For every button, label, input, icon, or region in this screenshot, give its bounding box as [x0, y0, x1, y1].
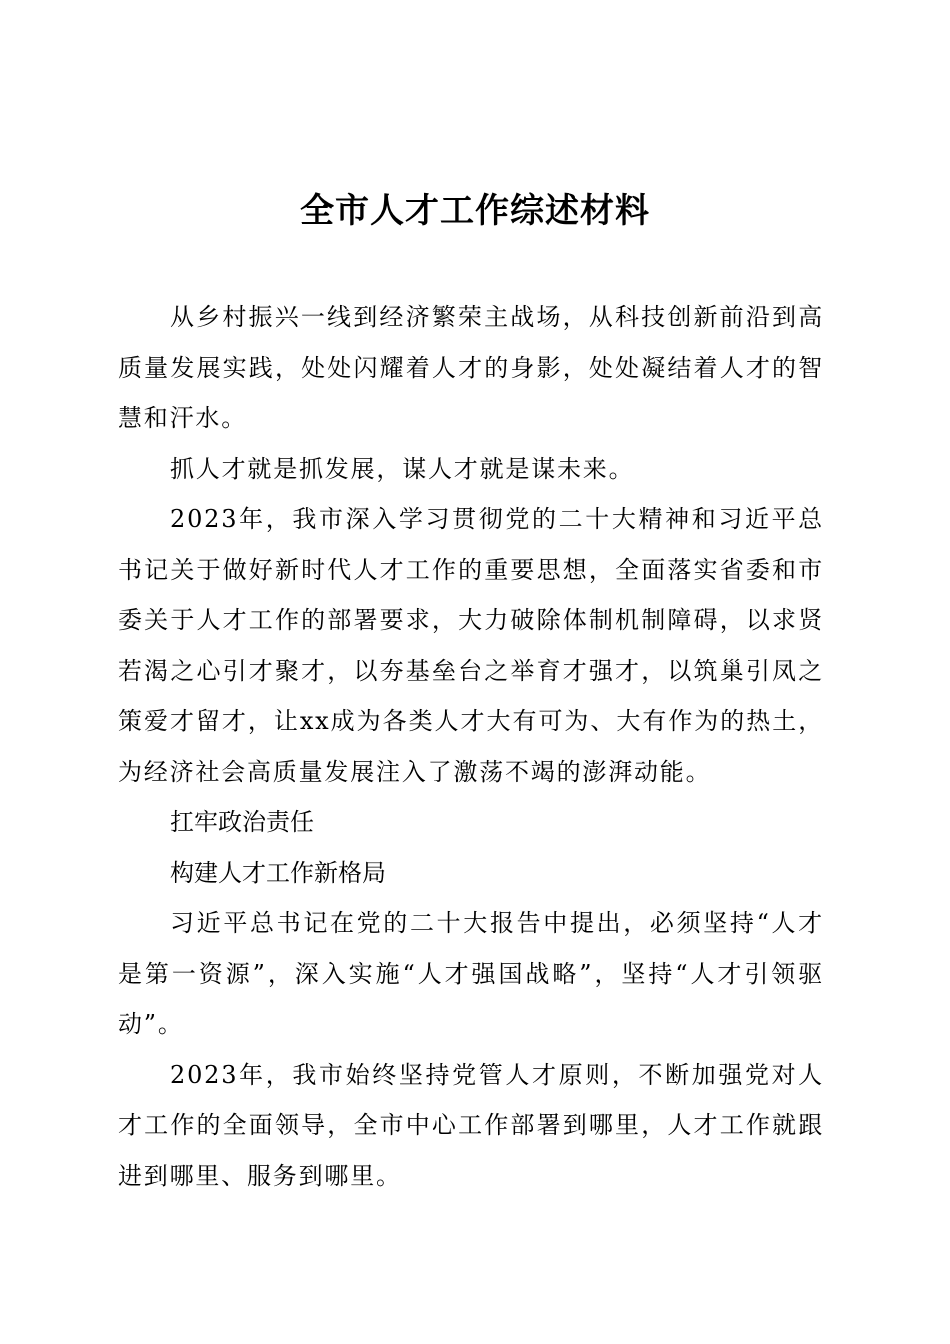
paragraph-report-quote: 习近平总书记在党的二十大报告中提出，必须坚持“人才是第一资源”，深入实施“人才强国战略”，坚持“人才引领驱动”。: [118, 909, 824, 1038]
section-heading-new-pattern: 构建人才工作新格局: [170, 858, 386, 887]
section-heading-political-responsibility: 扛牢政治责任: [170, 808, 314, 836]
document-title: 全市人才工作综述材料: [300, 191, 650, 231]
document-body: [118, 292, 824, 1201]
paragraph-intro: 从乡村振兴一线到经济繁荣主战场，从科技创新前沿到高质量发展实践，处处闪耀着人才的身影，处处凝结着人才的智慧和汗水。: [118, 303, 824, 432]
paragraph-2023-leadership: 2023年，我市始终坚持党管人才原则，不断加强党对人才工作的全面领导，全市中心工作部署到哪里，人才工作就跟进到哪里、服务到哪里。: [118, 1060, 824, 1190]
paragraph-slogan: 抓人才就是抓发展，谋人才就是谋未来。: [170, 454, 635, 483]
paragraph-2023-overview: 2023年，我市深入学习贯彻党的二十大精神和习近平总书记关于做好新时代人才工作的重要思想，全面落实省委和市委关于人才工作的部署要求，大力破除体制机制障碍，以求贤若渴之心引才聚才，以夯基垒台之举育才强才，以筑巢引凤之策爱才留才，让xx成为各类人才大有可为、大有作为的热土，为经济社会高质量发展注入了激荡不竭的澎湃动能。: [118, 505, 824, 786]
